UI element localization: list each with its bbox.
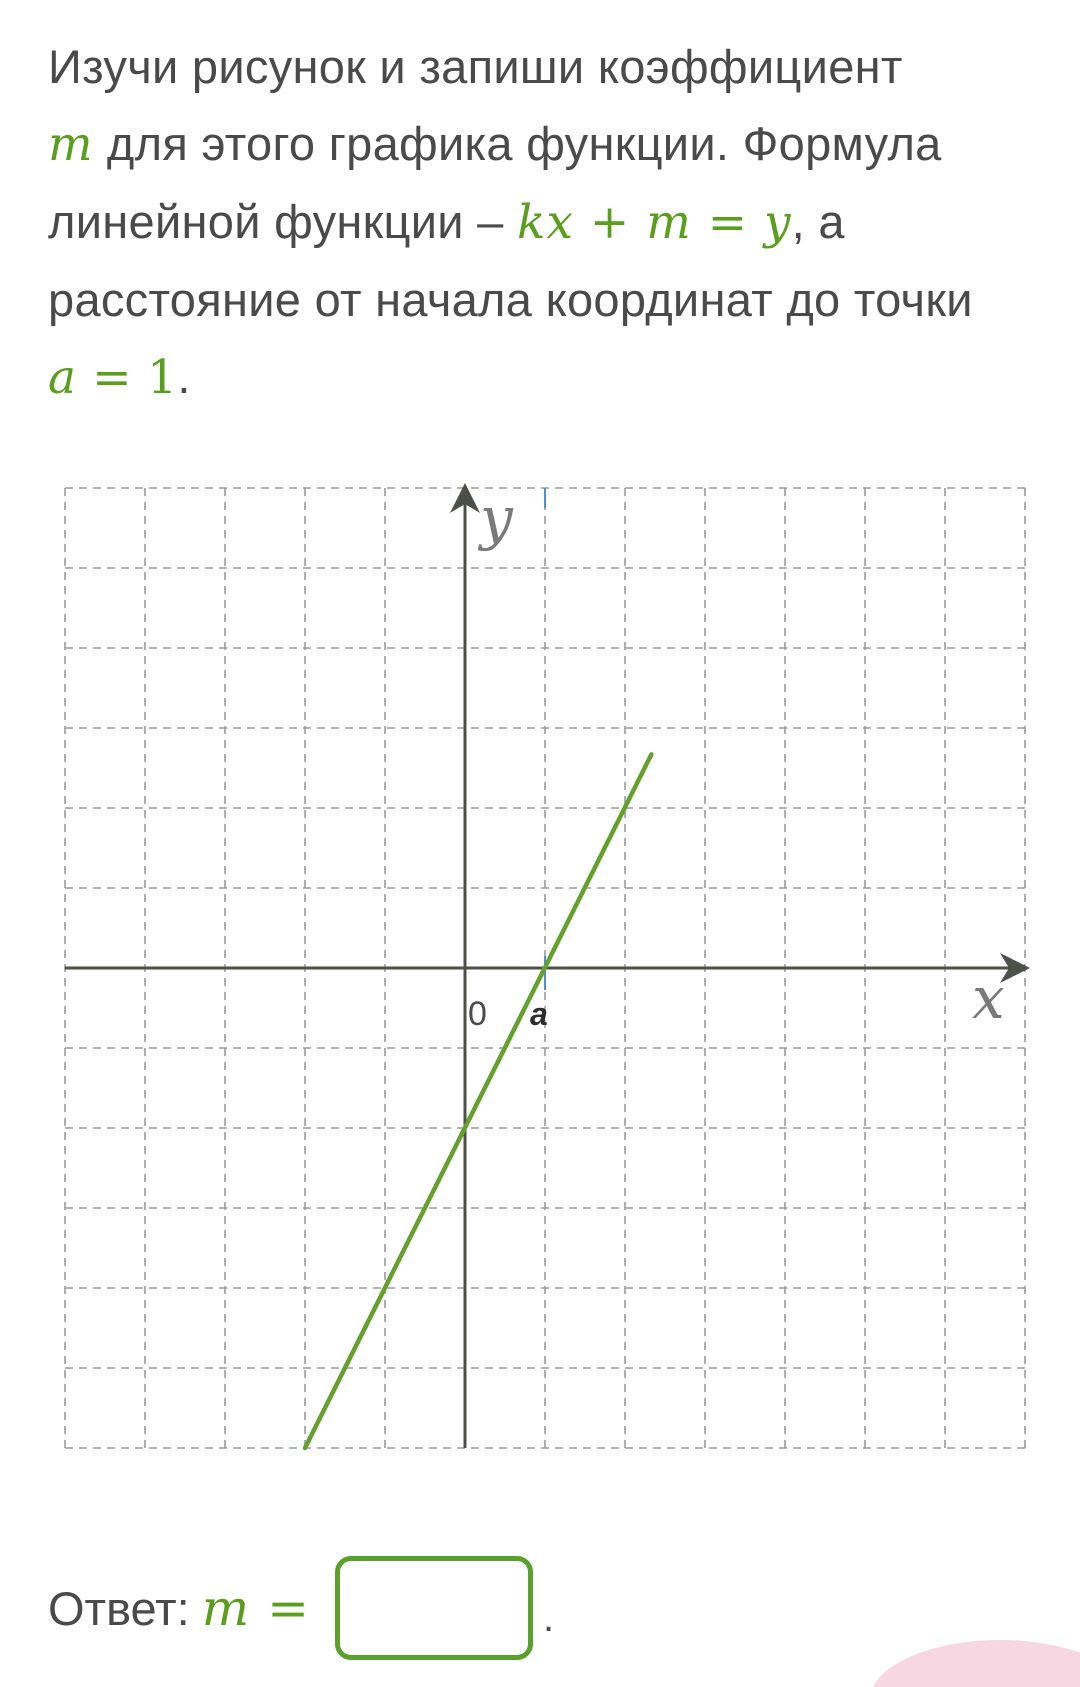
- question-text: [48, 28, 1048, 416]
- x-axis-label: x: [972, 964, 1005, 1032]
- origin-label: 0: [468, 995, 487, 1033]
- question-line-3-tail: , а: [791, 195, 845, 248]
- question-line-5: [48, 338, 1048, 416]
- question-line-3: [48, 183, 1048, 261]
- answer-input-box[interactable]: [335, 1556, 533, 1660]
- question-line-4-text: расстояние от начала координат до точки: [48, 273, 973, 326]
- question-line-3-text: линейной функции –: [48, 195, 517, 248]
- function-line: [305, 754, 651, 1448]
- variable-m: m: [48, 117, 94, 172]
- question-line-1: [48, 28, 1048, 105]
- answer-row: [48, 1553, 554, 1663]
- a-equals-one: = 1: [77, 350, 178, 405]
- question-line-4: [48, 261, 1048, 338]
- y-axis-label: y: [480, 484, 513, 552]
- question-line-5-tail: .: [177, 350, 191, 403]
- answer-equals-sign: =: [267, 1579, 310, 1637]
- decorative-pink-shape: [870, 1640, 1080, 1687]
- question-line-2-text: для этого графика функции. Формула: [93, 117, 942, 170]
- answer-variable-m: m: [201, 1579, 250, 1637]
- variable-a: a: [48, 350, 78, 405]
- answer-equation: [202, 1579, 309, 1637]
- question-line-2: [48, 105, 1048, 183]
- answer-period: .: [543, 1596, 555, 1640]
- axis-labels: [468, 484, 1005, 1033]
- linear-formula: kx + m = y: [516, 195, 792, 250]
- answer-label: Ответ:: [48, 1581, 190, 1635]
- coordinate-graph: [0, 470, 1080, 1460]
- point-a-label: a: [530, 996, 548, 1032]
- question-line-1-text: Изучи рисунок и запиши коэффициент: [48, 40, 903, 93]
- function-line-group: [305, 754, 651, 1448]
